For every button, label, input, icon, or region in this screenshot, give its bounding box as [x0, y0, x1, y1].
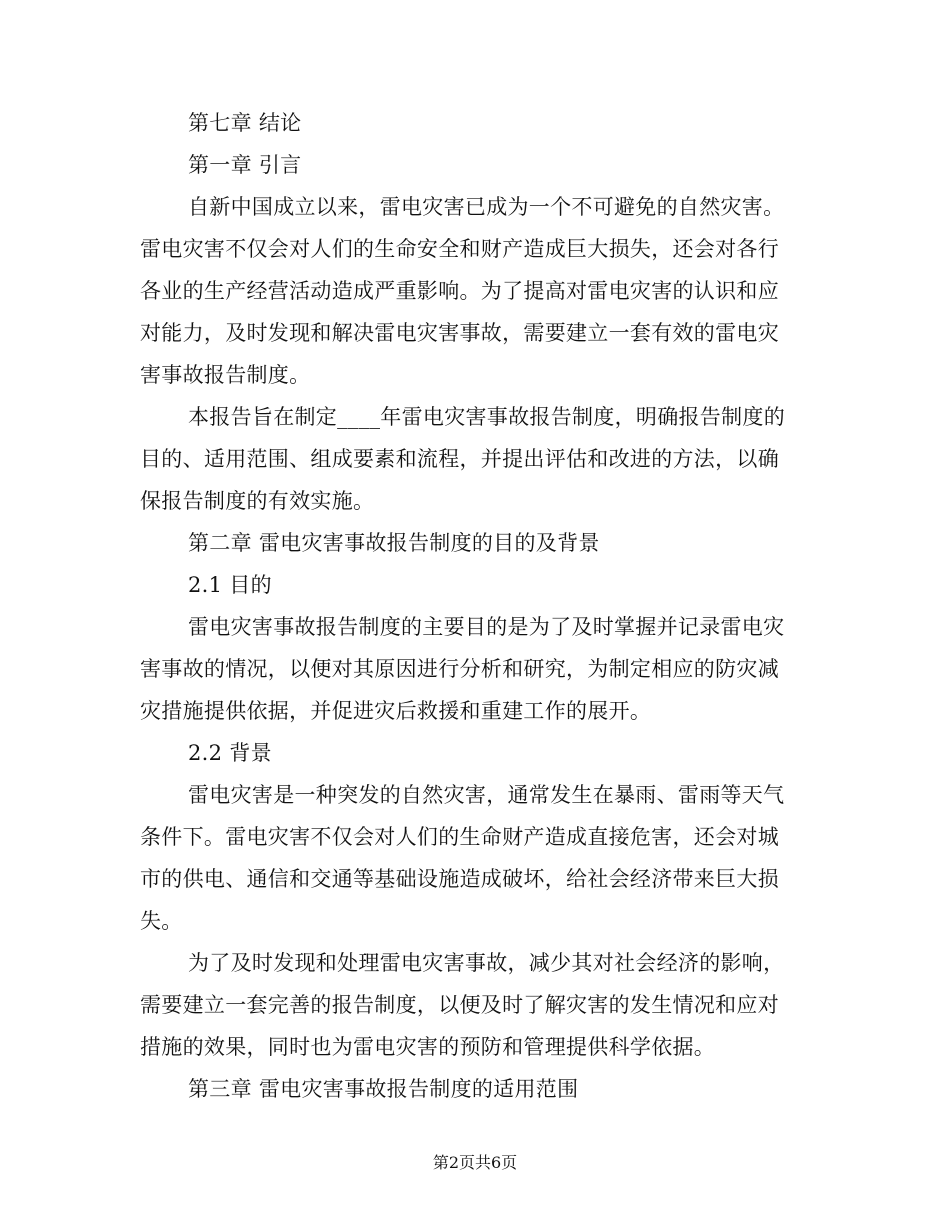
paragraph-line: 市的供电、通信和交通等基础设施造成破坏，给社会经济带来巨大损	[140, 867, 779, 891]
paragraph-line: 自新中国成立以来，雷电灾害已成为一个不可避免的自然灾害。	[188, 195, 785, 219]
paragraph-line: 雷电灾害事故报告制度的主要目的是为了及时掌握并记录雷电灾	[188, 615, 785, 639]
chapter-heading-3: 第三章 雷电灾害事故报告制度的适用范围	[188, 1077, 579, 1101]
section-heading-2-2: 2.2 背景	[188, 741, 272, 765]
page-number-footer: 第2页共6页	[432, 1153, 518, 1172]
paragraph-line: 雷电灾害是一种突发的自然灾害，通常发生在暴雨、雷雨等天气	[188, 783, 785, 807]
chapter-heading-2: 第二章 雷电灾害事故报告制度的目的及背景	[188, 531, 600, 555]
paragraph-line: 目的、适用范围、组成要素和流程，并提出评估和改进的方法，以确	[140, 447, 779, 471]
paragraph-line: 条件下。雷电灾害不仅会对人们的生命财产造成直接危害，还会对城	[140, 825, 779, 849]
paragraph-line: 失。	[140, 909, 183, 933]
paragraph-line: 灾措施提供依据，并促进灾后救援和重建工作的展开。	[140, 699, 652, 723]
paragraph-line: 需要建立一套完善的报告制度，以便及时了解灾害的发生情况和应对	[140, 993, 779, 1017]
paragraph-line: 害事故报告制度。	[140, 363, 311, 387]
section-heading-2-1: 2.1 目的	[188, 573, 272, 597]
paragraph-line: 对能力，及时发现和解决雷电灾害事故，需要建立一套有效的雷电灾	[140, 321, 779, 345]
paragraph-line: 雷电灾害不仅会对人们的生命安全和财产造成巨大损失，还会对各行	[140, 237, 779, 261]
paragraph-line: 为了及时发现和处理雷电灾害事故，减少其对社会经济的影响，	[188, 951, 785, 975]
paragraph-line: 害事故的情况，以便对其原因进行分析和研究，为制定相应的防灾减	[140, 657, 779, 681]
document-body	[140, 102, 808, 1110]
paragraph-line: 保报告制度的有效实施。	[140, 489, 375, 513]
paragraph-line: 本报告旨在制定____年雷电灾害事故报告制度，明确报告制度的	[188, 405, 785, 429]
chapter-heading-7-conclusion: 第七章 结论	[188, 111, 302, 135]
paragraph-line: 措施的效果，同时也为雷电灾害的预防和管理提供科学依据。	[140, 1035, 716, 1059]
paragraph-line: 各业的生产经营活动造成严重影响。为了提高对雷电灾害的认识和应	[140, 279, 779, 303]
chapter-heading-1-introduction: 第一章 引言	[188, 153, 302, 177]
